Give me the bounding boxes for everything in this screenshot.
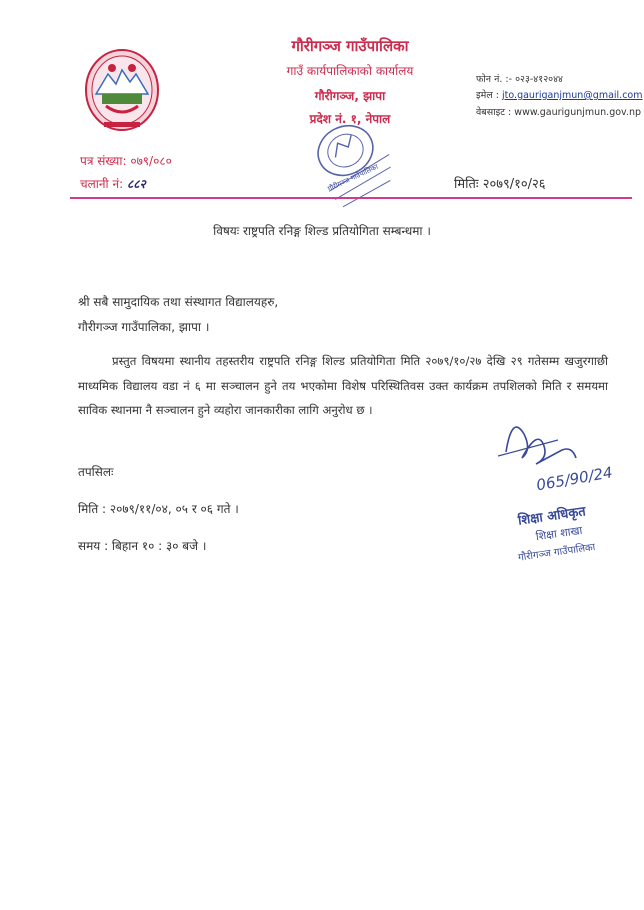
seal-text: गौरीगञ्ज गाउँपालिका bbox=[326, 162, 380, 194]
officer-title: शिक्षा अधिकृत bbox=[517, 504, 587, 529]
nepal-emblem-logo bbox=[82, 44, 162, 132]
patra-sankhya bbox=[80, 152, 172, 169]
section-name: शिक्षा शाखा bbox=[535, 523, 584, 544]
province-line: प्रदेश नं. १, नेपाल bbox=[309, 112, 391, 126]
phone-line bbox=[476, 72, 563, 85]
letter-date bbox=[454, 174, 546, 192]
email-line bbox=[476, 88, 643, 101]
subject-line: विषयः राष्ट्रपति रनिङ्ग शिल्ड प्रतियोगिता सम्बन्धमा । bbox=[213, 224, 431, 238]
website-line bbox=[476, 105, 641, 118]
signature-date: 065/90/24 bbox=[535, 463, 614, 495]
website-label: वेबसाइट : bbox=[476, 107, 512, 118]
phone-number: ०२३-४१२०४४ bbox=[515, 74, 563, 85]
body-text: प्रस्तुत विषयमा स्थानीय तहस्तरीय राष्ट्रपति रनिङ्ग शिल्ड प्रतियोगिता मिति २०७९/१०/२७ देखि २९ गतेसम्म खजुरगाछी माध्यमिक विद्यालय वडा नं ६ मा सञ्चालन हुने तय भएकोमा विशेष परिस्थितिवस उक्त कार्यक्रम तपशिलको मिति र समयमा साविक स्थानमा नै सञ्चालन हुने व्यहोरा जानकारीका लागि अनुरोध छ । bbox=[78, 354, 608, 417]
date-label: मितिः bbox=[454, 177, 479, 192]
officer-signature-stamp bbox=[492, 406, 622, 566]
date-value: २०७९/१०/२६ bbox=[482, 177, 546, 192]
patra-label: पत्र संख्या: bbox=[80, 154, 127, 168]
chalani-value: ८८२ bbox=[126, 177, 146, 191]
details-time: समय : बिहान १० : ३० बजे । bbox=[78, 539, 207, 553]
stamp-municipality: गौरीगञ्ज गाउँपालिका bbox=[517, 541, 597, 564]
email-label: इमेल : bbox=[476, 90, 500, 101]
chalani-number bbox=[80, 175, 146, 192]
municipality-name: गौरीगञ्ज गाउँपालिका bbox=[291, 37, 409, 55]
addressee-line-2: गौरीगञ्ज गाउँपालिका, झापा । bbox=[78, 320, 210, 334]
patra-value: ०७९/०८० bbox=[130, 154, 172, 168]
office-location: गौरीगञ्ज, झापा bbox=[314, 89, 386, 103]
chalani-label: चलानी नं: bbox=[80, 177, 124, 191]
phone-label: फोन नं. :- bbox=[476, 74, 513, 85]
details-heading: तपसिलः bbox=[78, 465, 114, 479]
office-seal-stamp bbox=[300, 110, 400, 220]
office-name: गाउँ कार्यपालिकाको कार्यालय bbox=[286, 64, 414, 78]
email-link[interactable]: jto.gauriganjmun@gmail.com bbox=[502, 90, 643, 101]
details-date: मिति : २०७९/११/०४, ०५ र ०६ गते । bbox=[78, 502, 239, 516]
website-url[interactable]: www.gaurigunjmun.gov.np bbox=[514, 107, 641, 118]
signature-scribble bbox=[506, 427, 576, 464]
addressee-line-1: श्री सबै सामुदायिक तथा संस्थागत विद्यालयहरु, bbox=[78, 295, 279, 309]
header-divider bbox=[70, 197, 632, 199]
